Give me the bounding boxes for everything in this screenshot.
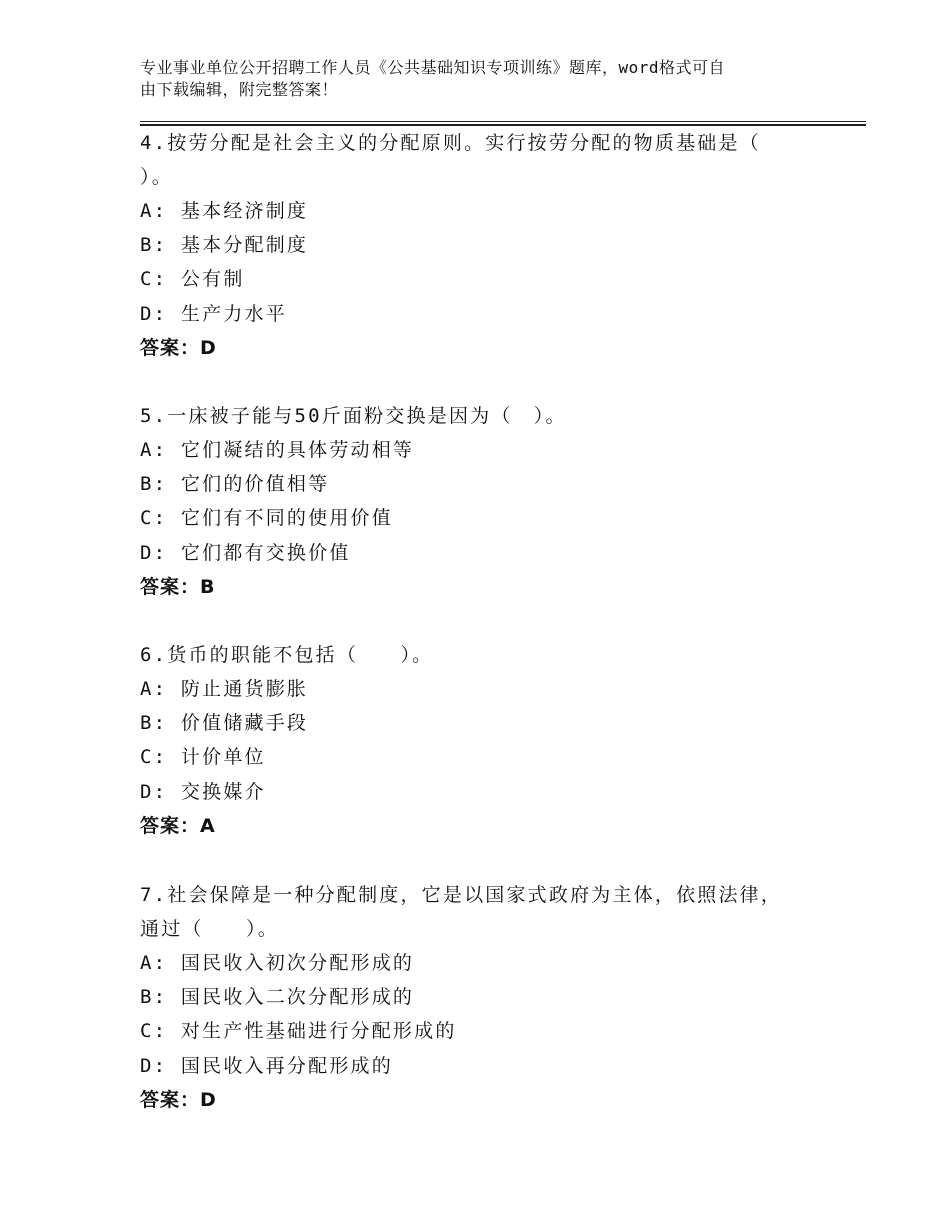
question-stem: 6.货币的职能不包括（ ）。: [140, 644, 434, 666]
option-b: B: 基本分配制度: [140, 234, 309, 257]
question-5: [140, 399, 840, 604]
option-c: C: 公有制: [140, 268, 245, 291]
option-d: D: 国民收入再分配形成的: [140, 1054, 393, 1077]
answer: 答案：A: [140, 814, 216, 837]
question-7: [140, 878, 840, 1117]
option-a: A: 防止通货膨胀: [140, 678, 309, 700]
question-stem: 7.社会保障是一种分配制度，它是以国家式政府为主体，依照法律，: [140, 884, 783, 906]
header-line-2: 由下载编辑，附完整答案！: [140, 80, 339, 99]
option-b: B: 价值储藏手段: [140, 712, 309, 735]
option-c: C: 它们有不同的使用价值: [140, 507, 393, 530]
question-stem-continued: ）。: [140, 166, 173, 188]
option-c: C: 对生产性基础进行分配形成的: [140, 1020, 457, 1043]
option-d: D: 生产力水平: [140, 302, 287, 325]
header-line-1: 专业事业单位公开招聘工作人员《公共基础知识专项训练》题库，word格式可自: [140, 58, 726, 77]
document-header: [140, 57, 820, 101]
answer: 答案：D: [140, 336, 217, 359]
question-4: [140, 126, 840, 365]
option-a: A: 基本经济制度: [140, 200, 309, 222]
question-stem: 4.按劳分配是社会主义的分配原则。实行按劳分配的物质基础是（: [140, 132, 761, 154]
option-b: B: 国民收入二次分配形成的: [140, 986, 415, 1009]
option-d: D: 交换媒介: [140, 780, 266, 803]
question-6: [140, 638, 840, 843]
answer: 答案：D: [140, 1088, 217, 1111]
question-stem-continued: 通过（ ）。: [140, 918, 279, 940]
option-d: D: 它们都有交换价值: [140, 541, 351, 564]
option-c: C: 计价单位: [140, 746, 266, 769]
option-b: B: 它们的价值相等: [140, 473, 330, 496]
option-a: A: 国民收入初次分配形成的: [140, 952, 415, 974]
header-rule-thin: [140, 121, 866, 122]
option-a: A: 它们凝结的具体劳动相等: [140, 439, 415, 461]
question-stem: 5.一床被子能与50斤面粉交换是因为（ ）。: [140, 405, 567, 427]
answer: 答案：B: [140, 575, 216, 598]
